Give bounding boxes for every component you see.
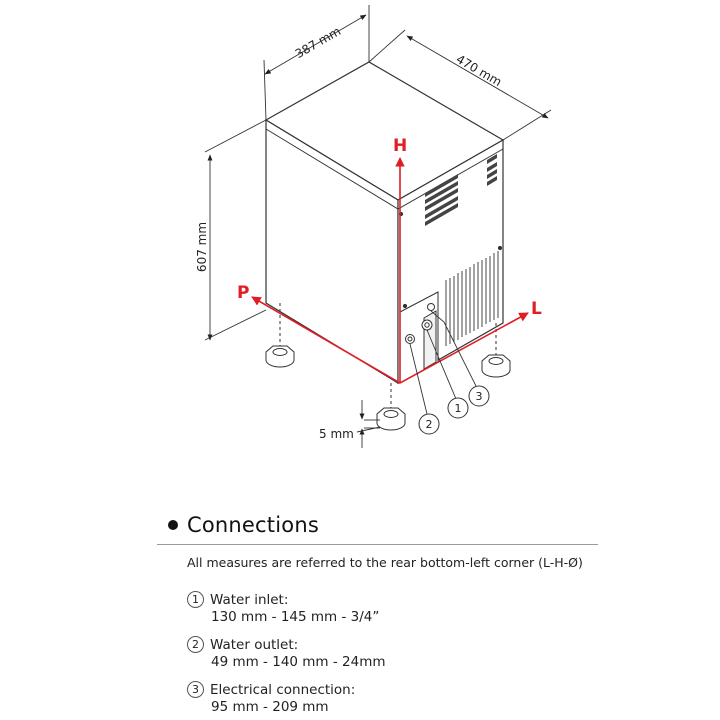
- electrical-fitting: [428, 304, 435, 311]
- connections-heading: [168, 513, 319, 537]
- connection-label: Water inlet:: [210, 592, 289, 608]
- connection-label: Water outlet:: [210, 637, 299, 653]
- connection-item-water-outlet: [187, 636, 386, 671]
- bullet-icon: [168, 520, 178, 530]
- svg-text:2: 2: [425, 418, 433, 431]
- height-dimension-label: 607 mm: [195, 221, 209, 273]
- svg-text:1: 1: [454, 402, 462, 415]
- h-axis-label: H: [393, 136, 408, 156]
- svg-text:3: 3: [475, 390, 483, 403]
- feet-dimension-label: 5 mm: [319, 427, 354, 441]
- section-divider: [157, 544, 598, 545]
- l-axis-label: L: [531, 299, 542, 319]
- callout-3: [469, 386, 489, 406]
- section-title: Connections: [187, 513, 319, 537]
- callout-2: [419, 414, 439, 434]
- connection-value: 130 mm - 145 mm - 3/4”: [211, 609, 380, 625]
- machine-body: [266, 62, 503, 383]
- connection-value: 95 mm - 209 mm: [211, 699, 329, 715]
- number-3-icon: 3: [187, 681, 204, 698]
- connection-label: Electrical connection:: [210, 682, 356, 698]
- connection-value: 49 mm - 140 mm - 24mm: [211, 654, 386, 670]
- depth-dimension-label: 387 mm: [292, 23, 344, 62]
- number-1-icon: 1: [187, 591, 204, 608]
- reference-note: All measures are referred to the rear bottom-left corner (L-H-Ø): [187, 555, 583, 570]
- foot-front: [377, 383, 405, 430]
- connection-item-water-inlet: [187, 591, 379, 626]
- callout-1: [448, 398, 468, 418]
- number-2-icon: 2: [187, 636, 204, 653]
- connection-item-electrical: [187, 681, 355, 716]
- width-dimension-label: 470 mm: [453, 51, 505, 90]
- p-axis-label: P: [237, 283, 250, 303]
